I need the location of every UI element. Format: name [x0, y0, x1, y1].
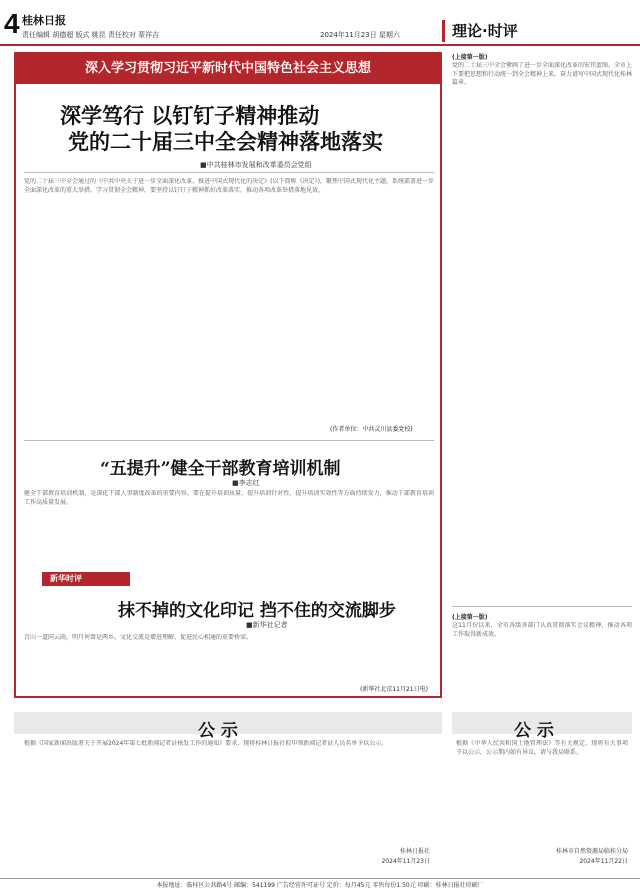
notice-left-date: 2024年11月23日: [381, 858, 430, 865]
divider: [24, 440, 434, 441]
editor-line: 责任编辑 胡德超 版式 姚昆 责任校对 蒙祥吉: [22, 31, 160, 39]
article2-body: 健全干部教育培训机制，是深化干部人事制度改革的重要内容。要在提升培训质量、提升培训针对性、提升培训实效性等方面持续发力，推动干部教育培训工作高质量发展。: [24, 490, 434, 506]
article3-byline: ■新华社记者: [246, 621, 288, 629]
notice-left-body: 根据《国家新闻出版署关于开展2024年第七批新闻记者证核发工作的通知》要求，现将桂林日报社拟申领新闻记者证人员名单予以公示。: [24, 740, 388, 747]
article1-body: 党的二十届三中全会通过的《中共中央关于进一步全面深化改革、推进中国式现代化的决定》(以下简称《决定》)，聚焦中国式现代化主题，系统部署进一步全面深化改革的重大举措。学习贯彻全会精神，要坚持以钉钉子精神抓好改革落实，推动各项改革举措落地见效。: [24, 178, 434, 194]
notice-left-title: 公 示: [198, 721, 238, 741]
article1-author: (作者单位：中共灵川县委党校): [330, 426, 413, 433]
article1-title-line1: 深学笃行 以钉钉子精神推动: [60, 103, 320, 128]
right-col-p1-body: 党的二十届三中全会擘画了进一步全面深化改革的宏伟蓝图。全市上下要把思想和行动统一到全会精神上来，奋力谱写中国式现代化桂林篇章。: [452, 62, 632, 87]
page-number: 4: [4, 8, 20, 39]
right-col-p2-title: (上接第一版): [452, 614, 488, 621]
notice-right-date: 2024年11月22日: [579, 858, 628, 865]
article3-title: 抹不掉的文化印记 挡不住的交流脚步: [118, 601, 396, 621]
header-rule: [0, 44, 640, 46]
right-col-p2-body: 这11月份以来，全市各级各部门认真贯彻落实会议精神，推动各项工作取得新成效。: [452, 622, 632, 638]
notice-right-signer: 桂林市自然资源局临桂分局: [555, 848, 628, 855]
banner-title: 深入学习贯彻习近平新时代中国特色社会主义思想: [16, 54, 440, 84]
article1-title-line2: 党的二十届三中全会精神落地落实: [68, 129, 383, 154]
notice-left-signer: 桂林日报社: [399, 848, 430, 855]
divider: [452, 606, 632, 607]
right-col-p1-title: (上接第一版): [452, 54, 488, 61]
article2-title: “五提升”健全干部教育培训机制: [100, 459, 341, 479]
newspaper-name: 桂林日报: [22, 14, 66, 27]
article3-body: 青山一道同云雨，明月何曾是两乡。文化交流是增进理解、促进民心相通的重要桥梁。: [24, 634, 253, 641]
xinhua-tag: 新华时评: [42, 572, 130, 586]
notice-right-body: 根据《中华人民共和国土地管理法》等有关规定，现将有关事项予以公示，公示期内如有异议，请与我局联系。: [456, 740, 628, 756]
section-title: 理论·时评: [452, 22, 518, 40]
notice-right-title: 公 示: [514, 721, 554, 741]
divider: [24, 172, 434, 173]
article3-source: (新华社北京11月21日电): [360, 686, 428, 693]
article1-byline: ■中共桂林市发展和改革委员会党组: [200, 161, 312, 169]
article2-byline: ■李志红: [232, 479, 260, 487]
issue-date: 2024年11月23日 星期六: [320, 31, 400, 39]
page-footer: 本报地址：临桂区公共路4号 邮编：541199 广告经营许可证号 定价：每月45元 零售每份1.50元 印刷：桂林日报社印刷厂: [0, 878, 640, 893]
